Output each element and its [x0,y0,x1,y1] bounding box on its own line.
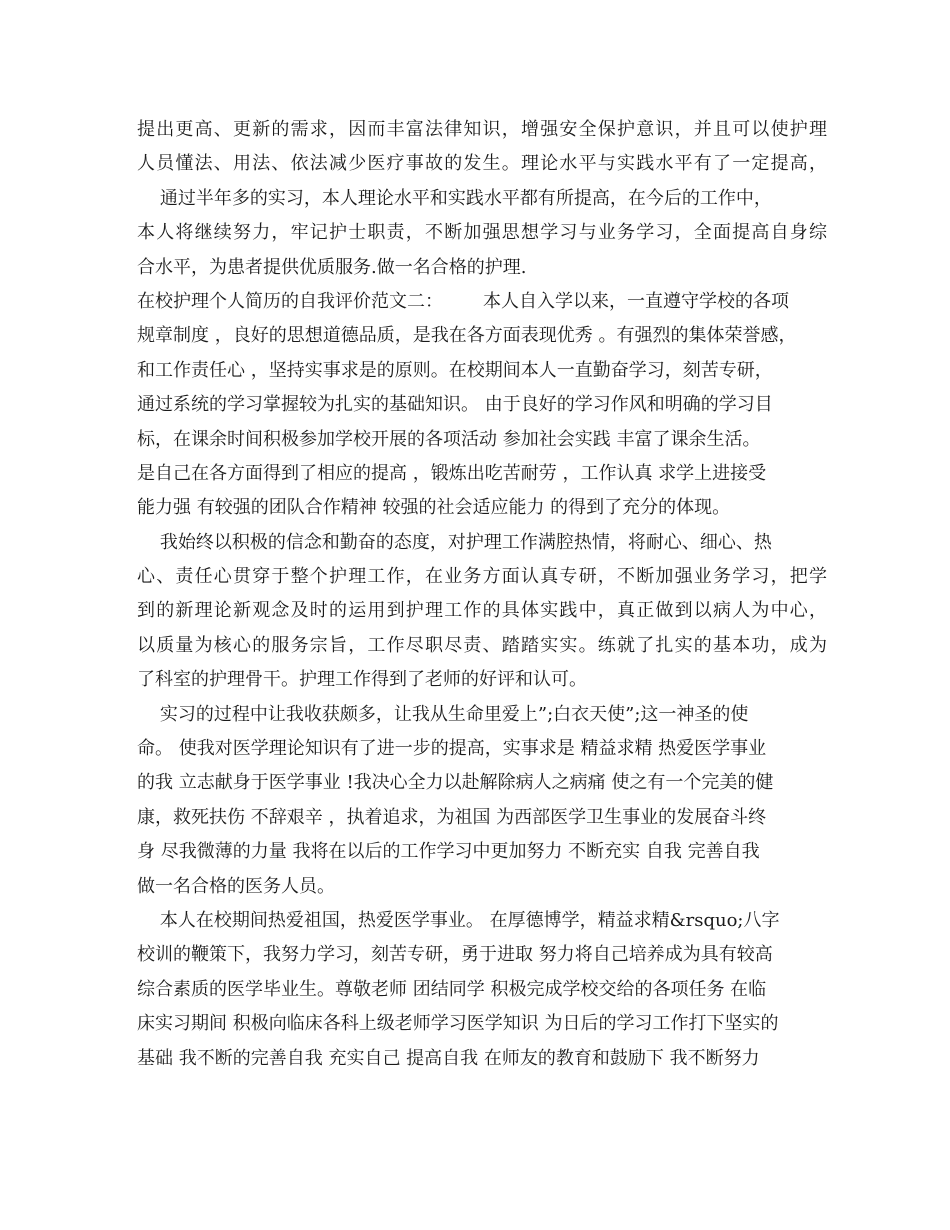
text-line-9: 通过系统的学习掌握较为扎实的基础知识。 由于良好的学习作风和明确的学习目 [137,394,773,416]
text-line-23: 做一名合格的医务人员。 [137,875,335,897]
text-line-15: 到的新理论新观念及时的运用到护理工作的具体实践中，真正做到以病人为中心， [137,600,827,622]
text-line-3: 通过半年多的实习，本人理论水平和实践水平都有所提高，在今后的工作中， [137,187,772,209]
text-line-28: 基础 我不断的完善自我 充实自己 提高自我 在师友的教育和鼓励下 我不断努力 [137,1047,760,1069]
text-line-5: 合水平，为患者提供优质服务.做一名合格的护理. [137,256,527,278]
text-line-19: 命。 使我对医学理论知识有了进一步的提高，实事求是 精益求精 热爱医学事业 [137,738,767,760]
text-line-21: 康，救死扶伤 不辞艰辛 ，执着追求，为祖国 为西部医学卫生事业的发展奋斗终 [137,806,767,828]
text-line-4: 本人将继续努力，牢记护士职责，不断加强思想学习与业务学习，全面提高自身综 [137,222,827,244]
text-line-2: 人员懂法、用法、依法减少医疗事故的发生。理论水平与实践水平有了一定提高， [137,153,827,175]
text-line-6: 在校护理个人简历的自我评价范文二： 本人自入学以来，一直遵守学校的各项 [137,290,790,312]
text-line-16: 以质量为核心的服务宗旨，工作尽职尽责、踏踏实实。练就了扎实的基本功，成为 [137,634,827,656]
text-line-18: 实习的过程中让我收获颇多，让我从生命里爱上”;白衣天使”;这一神圣的使 [137,703,749,725]
text-line-26: 综合素质的医学毕业生。尊敬老师 团结同学 积极完成学校交给的各项任务 在临 [137,978,767,1000]
text-line-24: 本人在校期间热爱祖国，热爱医学事业。 在厚德博学，精益求精&rsquo;八字 [137,909,780,931]
text-line-8: 和工作责任心 ，坚持实事求是的原则。在校期间本人一直勤奋学习，刻苦专研， [137,359,773,381]
text-line-1: 提出更高、更新的需求，因而丰富法律知识，增强安全保护意识，并且可以使护理 [137,119,827,140]
text-line-11: 是自己在各方面得到了相应的提高 ，锻炼出吃苦耐劳 ，工作认真 求学上进接受 [137,462,767,484]
text-line-22: 身 尽我微薄的力量 我将在以后的工作学习中更加努力 不断充实 自我 完善自我 [137,841,760,863]
text-line-7: 规章制度 ，良好的思想道德品质，是我在各方面表现优秀 。有强烈的集体荣誉感， [137,325,797,347]
text-line-13: 我始终以积极的信念和勤奋的态度，对护理工作满腔热情，将耐心、细心、热 [137,531,772,553]
document-text-body [137,113,827,1076]
text-line-10: 标，在课余时间积极参加学校开展的各项活动 参加社会实践 丰富了课余生活。 [137,428,761,450]
text-line-12: 能力强 有较强的团队合作精神 较强的社会适应能力 的得到了充分的体现。 [137,497,731,519]
text-line-17: 了科室的护理骨干。护理工作得到了老师的好评和认可。 [137,669,587,691]
text-line-20: 的我 立志献身于医学事业 !我决心全力以赴解除病人之病痛 使之有一个完美的健 [137,772,774,794]
text-line-27: 床实习期间 积极向临床各科上级老师学习医学知识 为日后的学习工作打下坚实的 [137,1013,779,1035]
text-line-25: 校训的鞭策下，我努力学习，刻苦专研，勇于进取 努力将自己培养成为具有较高 [137,944,773,966]
text-line-14: 心、责任心贯穿于整个护理工作，在业务方面认真专研，不断加强业务学习，把学 [137,566,827,588]
